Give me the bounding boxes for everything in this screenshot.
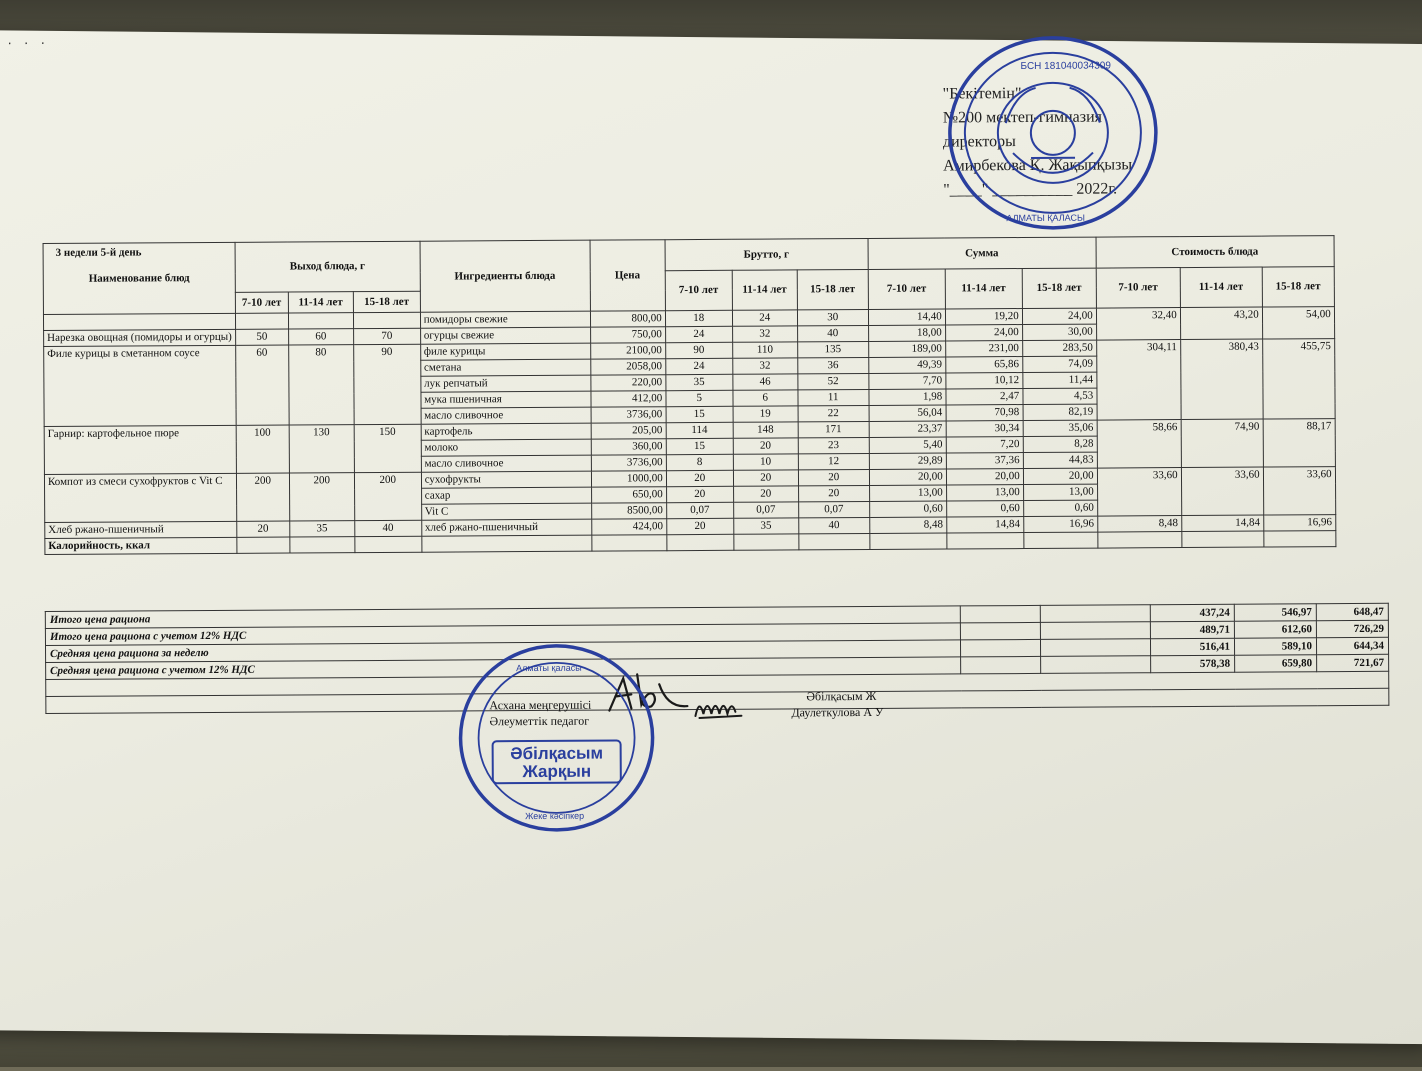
age-header: 7-10 лет xyxy=(1096,268,1180,309)
age-header: 7-10 лет xyxy=(665,270,732,310)
table-cell: 46 xyxy=(733,374,798,390)
table-cell: 23,37 xyxy=(869,421,946,437)
table-cell: 90 xyxy=(353,344,420,424)
table-cell: 20 xyxy=(733,470,798,486)
table-cell: 30,00 xyxy=(1022,324,1096,340)
table-cell: масло сливочное xyxy=(421,455,591,472)
table-cell xyxy=(1040,622,1150,640)
table-cell: сухофрукты xyxy=(421,471,591,488)
table-cell xyxy=(237,537,290,553)
table-cell: 110 xyxy=(732,342,797,358)
totals-value: 516,41 xyxy=(1150,638,1234,656)
table-cell xyxy=(353,312,420,328)
table-cell: 18,00 xyxy=(868,325,945,341)
table-cell: 35 xyxy=(733,518,798,534)
totals-value: 489,71 xyxy=(1150,621,1234,639)
table-cell: Нарезка овощная (помидоры и огурцы) xyxy=(44,329,236,346)
table-cell: 200 xyxy=(354,472,421,520)
table-cell: 13,00 xyxy=(1023,484,1097,500)
day-label: 3 недели 5-й день xyxy=(55,246,142,259)
table-cell: 200 xyxy=(289,473,354,521)
table-cell: 80 xyxy=(288,345,353,425)
table-cell: Филе курицы в сметанном соусе xyxy=(44,345,236,426)
table-cell: 32 xyxy=(732,358,797,374)
table-cell: 100 xyxy=(236,425,289,473)
table-cell: 13,00 xyxy=(869,485,946,501)
table-cell: Vit C xyxy=(421,503,591,520)
table-cell: 8,48 xyxy=(869,517,946,533)
table-cell: 650,00 xyxy=(591,487,666,503)
svg-text:Жеке кәсіпкер: Жеке кәсіпкер xyxy=(525,810,585,822)
totals-label: Средняя цена рациона с учетом 12% НДС xyxy=(46,657,961,680)
table-cell: 19 xyxy=(733,406,798,422)
table-cell: 7,70 xyxy=(869,373,946,389)
table-cell: 15 xyxy=(666,406,733,422)
table-cell: 6 xyxy=(733,390,798,406)
table-cell: 380,43 xyxy=(1180,339,1262,419)
table-cell: 24,00 xyxy=(1022,308,1096,324)
age-header: 11-14 лет xyxy=(945,269,1022,309)
table-cell: 52 xyxy=(798,373,869,389)
table-cell: 0,60 xyxy=(946,501,1023,517)
totals-value: 578,38 xyxy=(1151,655,1235,673)
table-cell: 88,17 xyxy=(1263,419,1335,467)
age-header: 15-18 лет xyxy=(1022,268,1096,308)
signature-teacher xyxy=(691,690,747,726)
approval-line: №200 мектеп-гимназия xyxy=(942,108,1103,127)
table-cell: 33,60 xyxy=(1263,467,1335,515)
table-cell: 2058,00 xyxy=(590,359,665,375)
table-cell: 13,00 xyxy=(946,485,1023,501)
approval-line: директоры xyxy=(942,133,1016,151)
totals-value: 726,29 xyxy=(1316,620,1388,637)
table-cell: 1000,00 xyxy=(591,471,666,487)
table-cell xyxy=(43,313,235,330)
table-cell: 7,20 xyxy=(946,437,1023,453)
svg-text:Алматы қаласы: Алматы қаласы xyxy=(516,662,582,674)
teacher-role: Әлеуметтік педагог xyxy=(489,713,590,729)
col-cost-header: Стоимость блюда xyxy=(1096,236,1334,268)
table-cell: 148 xyxy=(733,422,798,438)
table-cell: 35 xyxy=(289,521,354,537)
table-cell: 360,00 xyxy=(591,439,666,455)
table-cell: 11 xyxy=(798,389,869,405)
table-cell: филе курицы xyxy=(420,343,590,360)
table-cell: 189,00 xyxy=(868,341,945,357)
totals-value: 721,67 xyxy=(1317,654,1389,671)
totals-label: Итого цена рациона с учетом 12% НДС xyxy=(45,623,960,646)
table-cell: 24 xyxy=(732,310,797,326)
calories-label: Калорийность, ккал xyxy=(45,537,237,554)
table-cell: 54,00 xyxy=(1262,307,1334,339)
table-cell: 35 xyxy=(666,374,733,390)
table-cell: 40 xyxy=(797,325,868,341)
totals-value: 644,34 xyxy=(1316,637,1388,654)
table-cell: 8,28 xyxy=(1023,436,1097,452)
col-output-header: Выход блюда, г xyxy=(235,241,420,292)
totals-value: 659,80 xyxy=(1235,655,1317,673)
col-price-header: Цена xyxy=(590,240,665,311)
table-cell: 60 xyxy=(235,345,288,425)
table-cell xyxy=(870,533,947,549)
table-cell: 82,19 xyxy=(1023,404,1097,420)
table-cell: 74,90 xyxy=(1181,419,1263,468)
table-cell: 14,40 xyxy=(868,309,945,325)
table-cell xyxy=(667,534,734,550)
table-cell: 29,89 xyxy=(869,453,946,469)
corner-mark: · · · xyxy=(7,33,50,51)
table-cell: 20 xyxy=(666,486,733,502)
table-cell: 20 xyxy=(798,485,869,501)
table-cell xyxy=(799,533,870,549)
table-cell: 70,98 xyxy=(946,405,1023,421)
table-cell xyxy=(1098,532,1182,549)
table-cell: 231,00 xyxy=(945,341,1022,357)
seal-bin: БСН 181040034309 xyxy=(1020,60,1111,73)
approval-line: Амирбекова Қ. Жақыпқызы xyxy=(943,156,1133,175)
table-cell: 49,39 xyxy=(868,357,945,373)
table-cell: 70 xyxy=(353,328,420,344)
table-cell: 0,07 xyxy=(666,502,733,518)
col-dish-header: Наименование блюд xyxy=(43,242,235,314)
table-cell: 10,12 xyxy=(946,373,1023,389)
table-cell xyxy=(1024,532,1098,548)
table-cell: 2100,00 xyxy=(590,343,665,359)
table-cell: Компот из смеси сухофруктов с Vit C xyxy=(44,473,236,522)
table-cell xyxy=(592,535,667,551)
table-cell xyxy=(1264,531,1336,547)
col-ingredients-header: Ингредиенты блюда xyxy=(420,240,590,312)
table-cell: 20 xyxy=(236,521,289,537)
table-cell: Гарнир: картофельное пюре xyxy=(44,425,236,474)
table-cell: 2,47 xyxy=(946,389,1023,405)
table-cell: 22 xyxy=(798,405,869,421)
table-cell: 20 xyxy=(666,518,733,534)
table-cell: сметана xyxy=(420,359,590,376)
table-cell: 20,00 xyxy=(1023,468,1097,484)
table-cell: 171 xyxy=(798,421,869,437)
age-header: 11-14 лет xyxy=(732,270,797,310)
age-header: 7-10 лет xyxy=(235,292,288,313)
totals-label: Средняя цена рациона за неделю xyxy=(45,640,960,663)
totals-value: 546,97 xyxy=(1234,604,1316,622)
table-cell xyxy=(1040,639,1150,657)
table-cell: 114 xyxy=(666,422,733,438)
table-cell: 205,00 xyxy=(591,423,666,439)
table-cell xyxy=(1040,605,1150,623)
table-cell: 36 xyxy=(797,357,868,373)
table-cell: 19,20 xyxy=(945,309,1022,325)
table-cell xyxy=(355,536,422,552)
teacher-name: Даулеткулова А У xyxy=(791,704,884,720)
age-header: 15-18 лет xyxy=(353,291,420,312)
table-cell xyxy=(422,535,592,552)
table-cell: 10 xyxy=(733,454,798,470)
table-cell: 40 xyxy=(354,520,421,536)
col-brutto-header: Брутто, г xyxy=(665,238,868,270)
totals-value: 612,60 xyxy=(1234,621,1316,639)
table-cell xyxy=(960,605,1040,622)
table-cell: 20 xyxy=(733,438,798,454)
table-cell: 304,11 xyxy=(1096,340,1180,421)
table-cell: 23 xyxy=(798,437,869,453)
table-cell xyxy=(1041,656,1151,674)
table-cell xyxy=(961,656,1041,673)
table-cell: 20 xyxy=(666,470,733,486)
age-header: 15-18 лет xyxy=(797,269,868,309)
approval-line: "____" __________ 2022г. xyxy=(943,180,1118,199)
table-cell: мука пшеничная xyxy=(421,391,591,408)
menu-table xyxy=(43,235,1337,555)
svg-text:Әбілқасым: Әбілқасым xyxy=(510,743,604,764)
table-cell: 3736,00 xyxy=(591,455,666,471)
table-cell: 5 xyxy=(666,390,733,406)
totals-label: Итого цена рациона xyxy=(45,606,960,629)
table-cell: 8 xyxy=(666,454,733,470)
table-cell: 1,98 xyxy=(869,389,946,405)
table-cell: 50 xyxy=(235,329,288,345)
table-cell: 20,00 xyxy=(869,469,946,485)
head-role: Асхана меңгерушісі xyxy=(489,697,592,713)
table-cell: 20 xyxy=(733,486,798,502)
table-cell xyxy=(960,639,1040,656)
age-header: 11-14 лет xyxy=(288,292,353,313)
col-sum-header: Сумма xyxy=(868,237,1096,269)
table-cell: 14,84 xyxy=(1181,515,1263,532)
table-cell: молоко xyxy=(421,439,591,456)
table-cell: 44,83 xyxy=(1023,452,1097,468)
table-cell: лук репчатый xyxy=(421,375,591,392)
table-cell: 424,00 xyxy=(591,519,666,535)
table-cell: 800,00 xyxy=(590,311,665,327)
age-header: 7-10 лет xyxy=(868,269,945,309)
table-cell: Хлеб ржано-пшеничный xyxy=(45,521,237,538)
table-cell: 74,09 xyxy=(1022,356,1096,372)
entrepreneur-stamp xyxy=(456,640,657,836)
table-cell: хлеб ржано-пшеничный xyxy=(421,519,591,536)
table-cell: 65,86 xyxy=(945,357,1022,373)
table-cell: 58,66 xyxy=(1097,420,1181,469)
table-cell: 16,96 xyxy=(1023,516,1097,532)
table-cell: 24,00 xyxy=(945,325,1022,341)
approval-line: "Бекітемін" xyxy=(942,85,1022,103)
table-cell: картофель xyxy=(421,423,591,440)
table-cell xyxy=(288,313,353,329)
table-cell: 5,40 xyxy=(869,437,946,453)
table-cell: 43,20 xyxy=(1180,307,1262,340)
table-cell: сахар xyxy=(421,487,591,504)
totals-value: 648,47 xyxy=(1316,603,1388,620)
table-cell: масло сливочное xyxy=(421,407,591,424)
table-cell: 455,75 xyxy=(1262,339,1334,419)
table-cell: огурцы свежие xyxy=(420,327,590,344)
table-cell xyxy=(1182,531,1264,548)
table-cell: 412,00 xyxy=(591,391,666,407)
table-cell: 220,00 xyxy=(591,375,666,391)
table-cell: 33,60 xyxy=(1097,468,1181,517)
table-cell: 135 xyxy=(797,341,868,357)
table-cell: 32,40 xyxy=(1096,308,1180,341)
table-cell: 16,96 xyxy=(1263,515,1335,531)
table-cell: 0,60 xyxy=(869,501,946,517)
table-cell xyxy=(734,534,799,550)
table-cell: 8,48 xyxy=(1097,516,1181,533)
table-cell: 24 xyxy=(665,326,732,342)
table-cell: 283,50 xyxy=(1022,340,1096,356)
table-cell: 12 xyxy=(798,453,869,469)
school-seal xyxy=(945,32,1161,233)
table-cell xyxy=(960,622,1040,639)
table-cell: 60 xyxy=(288,329,353,345)
table-cell xyxy=(947,533,1024,549)
age-header: 15-18 лет xyxy=(1262,267,1334,307)
totals-value: 589,10 xyxy=(1234,638,1316,656)
table-cell xyxy=(235,313,288,329)
table-cell: 20 xyxy=(798,469,869,485)
table-cell: 40 xyxy=(798,517,869,533)
table-cell: помидоры свежие xyxy=(420,311,590,328)
table-cell: 750,00 xyxy=(590,327,665,343)
svg-text:АЛМАТЫ ҚАЛАСЫ: АЛМАТЫ ҚАЛАСЫ xyxy=(1006,212,1085,224)
table-cell: 15 xyxy=(666,438,733,454)
table-cell: 200 xyxy=(236,473,289,521)
table-cell: 3736,00 xyxy=(591,407,666,423)
table-cell: 4,53 xyxy=(1023,388,1097,404)
table-cell: 32 xyxy=(732,326,797,342)
table-cell: 90 xyxy=(665,342,732,358)
table-cell: 35,06 xyxy=(1023,420,1097,436)
age-header: 11-14 лет xyxy=(1180,267,1262,308)
table-cell: 8500,00 xyxy=(591,503,666,519)
table-cell: 30,34 xyxy=(946,421,1023,437)
table-cell: 37,36 xyxy=(946,453,1023,469)
table-cell: 30 xyxy=(797,309,868,325)
table-cell: 0,60 xyxy=(1023,500,1097,516)
table-cell: 56,04 xyxy=(869,405,946,421)
svg-text:Жарқын: Жарқын xyxy=(522,761,592,782)
table-cell: 20,00 xyxy=(946,469,1023,485)
totals-value: 437,24 xyxy=(1150,604,1234,622)
table-cell: 33,60 xyxy=(1181,467,1263,516)
table-cell: 0,07 xyxy=(733,502,798,518)
table-cell xyxy=(290,537,355,553)
head-name: Әбілқасым Ж xyxy=(806,688,877,704)
table-cell: 150 xyxy=(354,424,421,472)
table-cell: 18 xyxy=(665,310,732,326)
table-cell: 130 xyxy=(289,425,354,473)
table-cell: 0,07 xyxy=(798,501,869,517)
table-cell: 11,44 xyxy=(1023,372,1097,388)
table-cell: 14,84 xyxy=(946,517,1023,533)
table-cell: 24 xyxy=(665,358,732,374)
